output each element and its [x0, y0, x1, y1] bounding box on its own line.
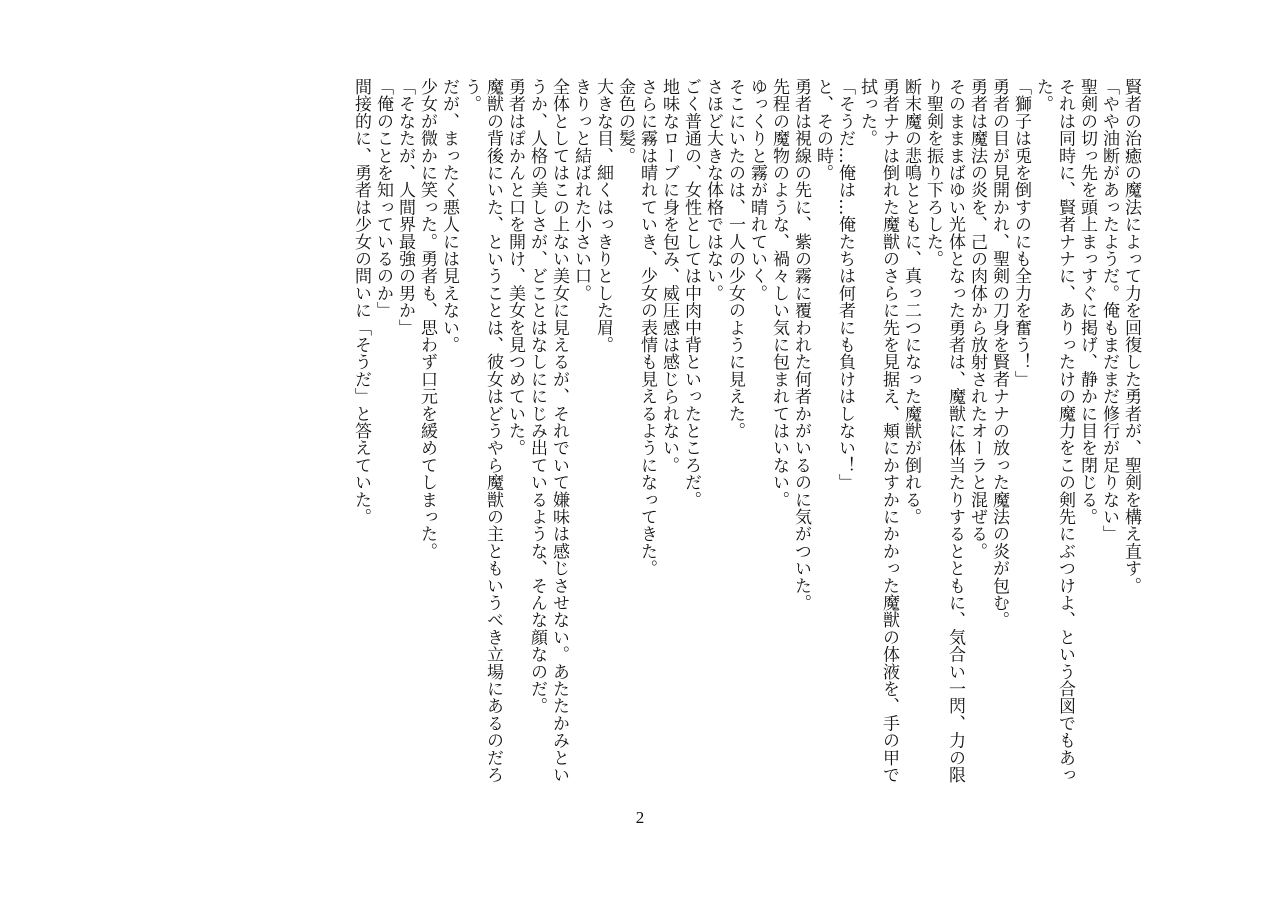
text-line: 聖剣の切っ先を頭上まっすぐに掲げ、静かに目を閉じる。: [1077, 78, 1097, 526]
text-line: と、その時。: [813, 78, 833, 182]
text-line: 「そなたが、人間界最強の男か」: [395, 78, 415, 336]
text-line: 勇者は魔法の炎を、己の肉体から放射されたオーラと混ぜる。: [967, 78, 987, 560]
text-line: そこにいたのは、一人の少女のように見えた。: [725, 78, 745, 440]
text-line: だが、まったく悪人には見えない。: [439, 78, 459, 354]
text-line: 地味なローブに身を包み、威圧感は感じられない。: [659, 78, 679, 474]
page-number: 2: [635, 808, 645, 827]
text-line: 「やや油断があったようだ。俺もまだまだ修行が足りない」: [1099, 78, 1119, 543]
text-line: 金色の髪。: [615, 78, 635, 164]
text-line: 少女が微かに笑った。勇者も、思わず口元を緩めてしまった。: [417, 78, 437, 560]
text-line: さほど大きな体格ではない。: [703, 78, 723, 302]
text-line: 「そうだ…俺は…俺たちは何者にも負けはしない！」: [835, 78, 855, 491]
text-line: ごく普通の、女性としては中肉中背といったところだ。: [681, 78, 701, 508]
text-line: ゆっくりと霧が晴れていく。: [747, 78, 767, 302]
text-line: そのまままばゆい光体となった勇者は、魔獣に体当たりするとともに、気合い一閃、力の限り聖剣を振り下ろした。: [923, 78, 965, 784]
text-line: 魔獣の背後にいた、ということは、彼女はどうやら魔獣の主ともいうべき立場にあるのだろう。: [461, 78, 503, 784]
text-line: それは同時に、賢者ナナに、ありったけの魔力をこの剣先にぶつけよ、という合図でもあった。: [1033, 78, 1075, 784]
vertical-text-body: [350, 78, 1142, 798]
text-line: 先程の魔物のような、禍々しい気に包まれてはいない。: [769, 78, 789, 508]
text-line: 「俺のことを知っているのか」: [373, 78, 393, 319]
text-line: 勇者の目が見開かれ、聖剣の刀身を賢者ナナの放った魔法の炎が包む。: [989, 78, 1009, 629]
text-line: 勇者はぽかんと口を開け、美女を見つめていた。: [505, 78, 525, 457]
text-line: 断末魔の悲鳴とともに、真っ二つになった魔獣が倒れる。: [901, 78, 921, 526]
text-line: 勇者ナナは倒れた魔獣のさらに先を見据え、頬にかすかにかかった魔獣の体液を、手の甲で拭った。: [857, 78, 899, 784]
text-line: 間接的に、勇者は少女の問いに「そうだ」と答えていた。: [351, 78, 371, 526]
text-line: 大きな目、細くはっきりとした眉。: [593, 78, 613, 354]
text-line: 賢者の治癒の魔法によって力を回復した勇者が、聖剣を構え直す。: [1121, 78, 1141, 594]
text-line: 勇者は視線の先に、紫の霧に覆われた何者かがいるのに気がついた。: [791, 78, 811, 612]
text-line: 全体としてはこの上ない美女に見えるが、それでいて嫌味は感じさせない。あたたかみというか、人格の美しさが、どことはなしににじみ出ているような、そんな顔なのだ。: [527, 78, 569, 784]
text-line: 「獅子は兎を倒すのにも全力を奮う！」: [1011, 78, 1031, 388]
text-line: さらに霧は晴れていき、少女の表情も見えるようになってきた。: [637, 78, 657, 577]
text-line: きりっと結ばれた小さい口。: [571, 78, 591, 302]
